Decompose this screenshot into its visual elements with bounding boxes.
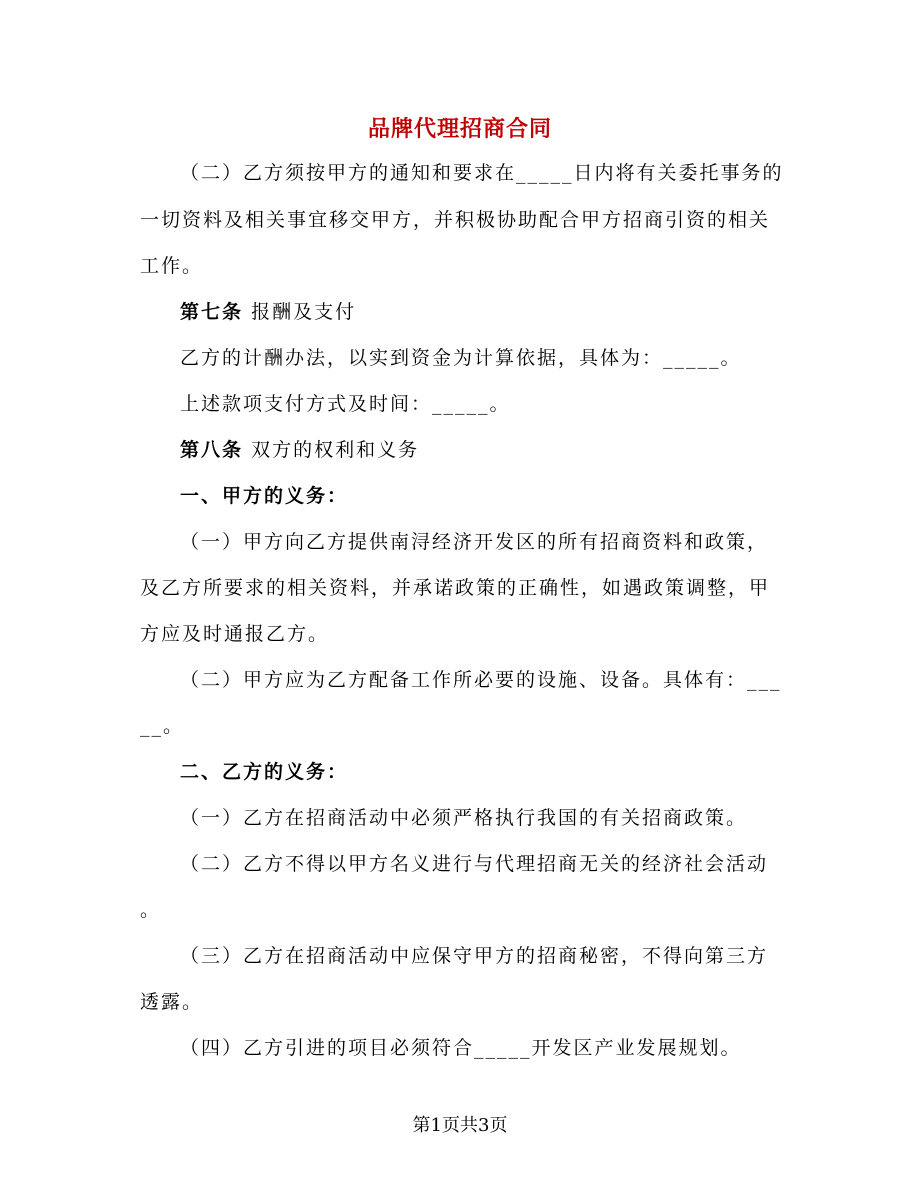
paragraph-line: 工作。 bbox=[140, 255, 204, 277]
paragraph-line: 一切资料及相关事宜移交甲方，并积极协助配合甲方招商引资的相关 bbox=[140, 209, 771, 231]
section-heading: 二、乙方的义务： bbox=[180, 761, 349, 783]
article-8-text: 双方的权利和义务 bbox=[251, 439, 420, 461]
paragraph-line: 方应及时通报乙方。 bbox=[140, 623, 330, 645]
section-heading: 一、甲方的义务： bbox=[180, 485, 349, 507]
paragraph-line: （一）甲方向乙方提供南浔经济开发区的所有招商资料和政策， bbox=[180, 531, 769, 553]
article-7-heading bbox=[180, 299, 356, 325]
paragraph-line: 。 bbox=[140, 899, 162, 921]
paragraph-line: 上述款项支付方式及时间：_____。 bbox=[180, 393, 511, 415]
paragraph-line: （一）乙方在招商活动中必须严格执行我国的有关招商政策。 bbox=[180, 807, 748, 829]
article-7-text: 报酬及支付 bbox=[251, 301, 357, 323]
article-8-heading bbox=[180, 437, 419, 463]
article-7-label: 第七条 bbox=[180, 301, 244, 323]
paragraph-line: 乙方的计酬办法，以实到资金为计算依据，具体为：_____。 bbox=[180, 347, 742, 369]
page-number: 第1页共3页 bbox=[412, 1115, 508, 1136]
paragraph-line: （二）乙方须按甲方的通知和要求在_____日内将有关委托事务的 bbox=[180, 162, 784, 184]
paragraph-line: （三）乙方在招商活动中应保守甲方的招商秘密，不得向第三方 bbox=[180, 945, 769, 967]
paragraph-line: （二）乙方不得以甲方名义进行与代理招商无关的经济社会活动 bbox=[180, 853, 769, 875]
paragraph-line: （二）甲方应为乙方配备工作所必要的设施、设备。具体有：___ bbox=[180, 669, 782, 691]
document-title: 品牌代理招商合同 bbox=[367, 116, 552, 142]
paragraph-line: （四）乙方引进的项目必须符合_____开发区产业发展规划。 bbox=[180, 1037, 742, 1059]
paragraph-line: 透露。 bbox=[140, 991, 204, 1013]
paragraph-line: 及乙方所要求的相关资料，并承诺政策的正确性，如遇政策调整，甲 bbox=[140, 577, 771, 599]
paragraph-line: __。 bbox=[140, 715, 185, 737]
article-8-label: 第八条 bbox=[180, 439, 244, 461]
